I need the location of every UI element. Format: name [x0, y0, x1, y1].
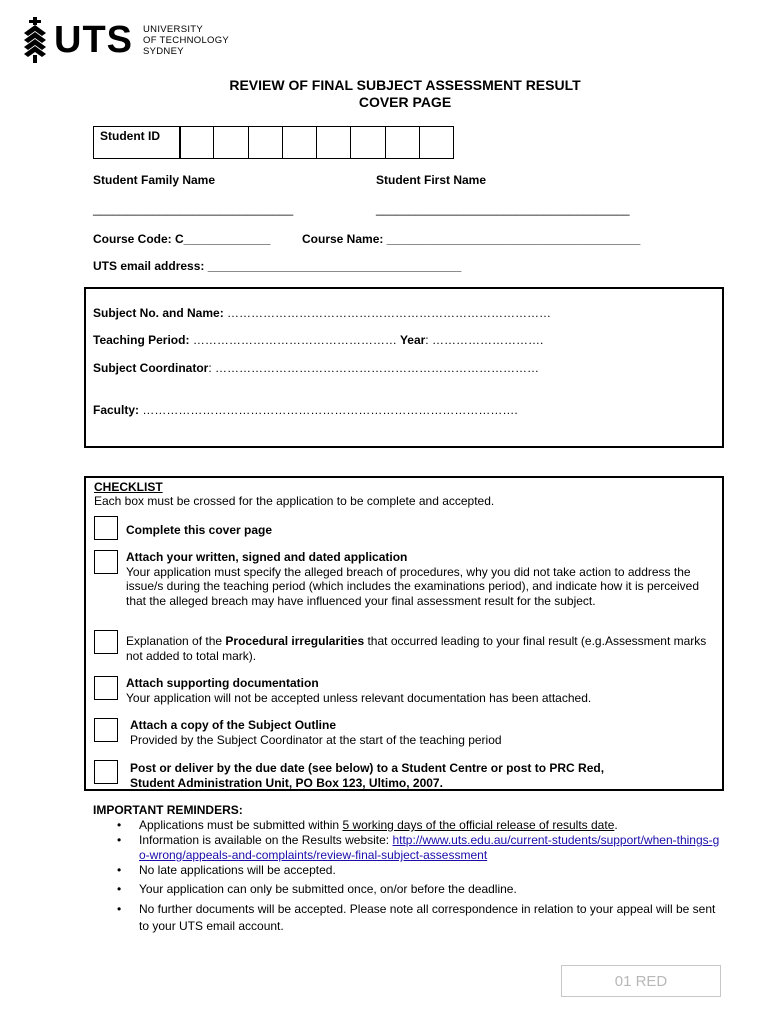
- checklist-box: [84, 476, 724, 791]
- course-code-field[interactable]: Course Code: C_____________: [93, 232, 271, 246]
- checkbox-cover-page[interactable]: [94, 516, 118, 540]
- reminder-item: • No further documents will be accepted. Please note all correspondence in relation to your appeal will be sent to your UTS email account.: [93, 901, 733, 935]
- subject-details-box: [84, 287, 724, 448]
- checklist-item-post-or-deliver: Post or deliver by the due date (see below) to a Student Centre or post to PRC Red, Student Administration Unit, PO Box 123, Ultimo, 2007.: [130, 761, 605, 790]
- student-id-digit-box[interactable]: [179, 126, 214, 159]
- checklist-item-supporting-documentation: Attach supporting documentation Your application will not be accepted unless relevant documentation has been attached.: [126, 676, 592, 705]
- reminders-title: IMPORTANT REMINDERS:: [93, 803, 243, 817]
- checklist-item-application: Attach your written, signed and dated application Your application must specify the alleged breach of procedures, why you did not take action to address the issue/s during the teaching period (which includes the examinations period), and indicate how it is perceived that the alleged breach may have influenced your final assessment result for the subject.: [126, 550, 699, 608]
- subject-coordinator-field[interactable]: Subject Coordinator: ………………………………………………………………………: [93, 361, 540, 375]
- subject-name-field[interactable]: Subject No. and Name: ………………………………………………………………………: [93, 306, 552, 320]
- checkbox-supporting-documentation[interactable]: [94, 676, 118, 700]
- logo-subtitle: UNIVERSITY OF TECHNOLOGY SYDNEY: [143, 23, 230, 57]
- student-id-digit-box[interactable]: [248, 126, 283, 159]
- checkbox-procedural-irregularities[interactable]: [94, 630, 118, 654]
- student-id-digit-box[interactable]: [316, 126, 351, 159]
- student-id-digit-box[interactable]: [350, 126, 385, 159]
- student-id-boxes: [180, 126, 454, 159]
- reminder-item: • Applications must be submitted within 5 working days of the official release of results date.: [93, 818, 733, 833]
- logo-wordmark: UTS: [54, 19, 133, 61]
- checklist-item-cover-page: Complete this cover page: [126, 523, 273, 537]
- form-code-badge: 01 RED: [561, 965, 721, 997]
- page-title: REVIEW OF FINAL SUBJECT ASSESSMENT RESULT COVER PAGE: [229, 77, 581, 110]
- family-name-field[interactable]: ______________________________: [93, 202, 294, 216]
- uts-crest-icon: [22, 17, 48, 63]
- checklist-item-subject-outline: Attach a copy of the Subject Outline Provided by the Subject Coordinator at the start of the teaching period: [130, 718, 502, 747]
- reminder-item: • Your application can only be submitted once, on/or before the deadline.: [93, 882, 733, 897]
- teaching-period-field[interactable]: Teaching Period: …………………………………………… Year: ……………………….: [93, 333, 544, 347]
- checklist-title: CHECKLIST: [94, 480, 163, 494]
- student-id-digit-box[interactable]: [282, 126, 317, 159]
- faculty-field[interactable]: Faculty: ………………………………………………………………………………….: [93, 403, 518, 417]
- checkbox-post-or-deliver[interactable]: [94, 760, 118, 784]
- reminder-item: • No late applications will be accepted.: [93, 863, 733, 878]
- email-field[interactable]: UTS email address: ______________________________________: [93, 259, 462, 273]
- uts-logo: [22, 16, 229, 64]
- student-id-digit-box[interactable]: [213, 126, 248, 159]
- reminder-item: • Information is available on the Results website: http://www.uts.edu.au/current-students/support/when-things-go-wrong/appeals-and-complaints/review-final-subject-assessment: [93, 833, 733, 863]
- student-id-label: Student ID: [93, 126, 181, 159]
- checklist-subtitle: Each box must be crossed for the application to be complete and accepted.: [94, 494, 495, 508]
- course-name-field[interactable]: Course Name: ______________________________________: [302, 232, 641, 246]
- checkbox-application[interactable]: [94, 550, 118, 574]
- results-website-link[interactable]: http://www.uts.edu.au/current-students/support/when-things-go-wrong/appeals-and-complaints/review-final-subject-assessment: [139, 833, 720, 862]
- important-reminders: [93, 803, 733, 935]
- first-name-field[interactable]: ______________________________________: [376, 202, 630, 216]
- student-id-digit-box[interactable]: [419, 126, 454, 159]
- first-name-label: Student First Name: [376, 173, 487, 187]
- student-id-digit-box[interactable]: [385, 126, 420, 159]
- checklist-item-procedural-irregularities: Explanation of the Procedural irregularities that occurred leading to your final result (e.g.Assessment marks not added to total mark).: [126, 634, 707, 663]
- reminders-list: [93, 818, 733, 935]
- family-name-label: Student Family Name: [93, 173, 216, 187]
- checkbox-subject-outline[interactable]: [94, 718, 118, 742]
